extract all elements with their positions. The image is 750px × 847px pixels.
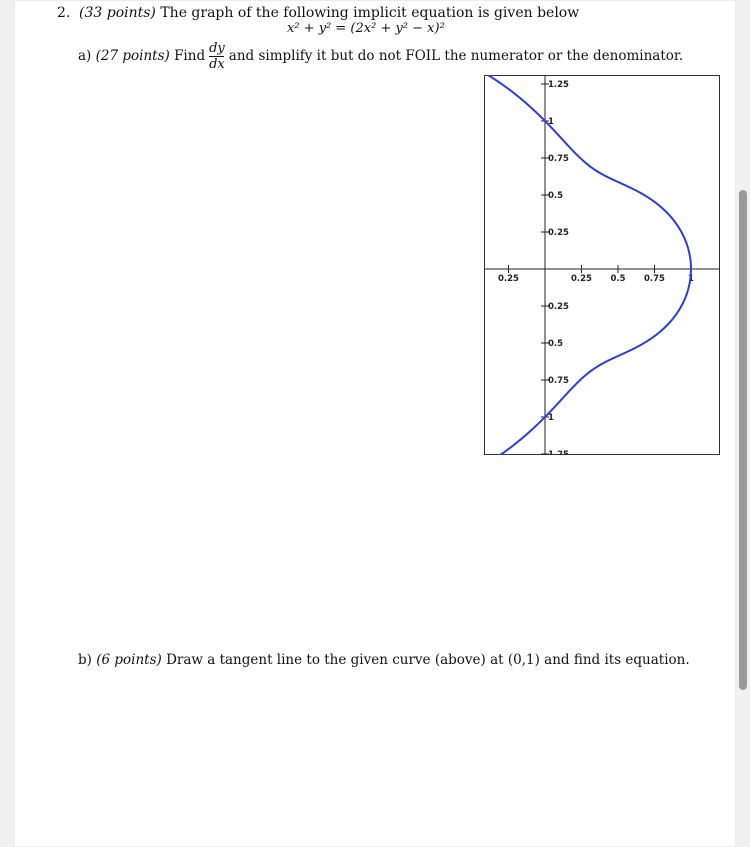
part-b-text: Draw a tangent line to the given curve (above) at (0,1) and find its equation. bbox=[161, 652, 690, 668]
y-tick-label: 1 bbox=[548, 117, 554, 127]
problem-header bbox=[57, 4, 579, 22]
y-tick-label: 0.5 bbox=[548, 339, 564, 349]
graph-svg bbox=[484, 75, 720, 455]
x-tick-label: 0.25 bbox=[571, 274, 592, 284]
x-tick-label: 0.75 bbox=[644, 274, 665, 284]
fraction-denominator: dx bbox=[209, 56, 225, 72]
implicit-equation: x² + y² = (2x² + y² − x)² bbox=[287, 21, 445, 36]
left-margin bbox=[0, 0, 14, 847]
x-tick-label: 0.25 bbox=[498, 274, 519, 284]
y-tick-label: 1 bbox=[548, 413, 554, 423]
part-a-find: Find bbox=[174, 48, 206, 64]
problem-points: (33 points) bbox=[79, 5, 156, 21]
derivative-fraction bbox=[209, 42, 225, 71]
part-b-points: (6 points) bbox=[96, 652, 162, 668]
vertical-scrollbar[interactable] bbox=[739, 190, 747, 690]
y-tick-label: 0.25 bbox=[548, 302, 569, 312]
x-tick-label: 1 bbox=[688, 274, 694, 284]
part-a-prompt bbox=[78, 41, 683, 71]
curve-graph bbox=[484, 75, 720, 455]
y-tick-label: 0.75 bbox=[548, 376, 569, 386]
y-tick-label: 0.75 bbox=[548, 154, 569, 164]
x-tick-label: 0.5 bbox=[610, 274, 626, 284]
part-a-label: a) bbox=[78, 48, 92, 64]
problem-statement: The graph of the following implicit equation is given below bbox=[155, 5, 580, 21]
fraction-numerator: dy bbox=[209, 40, 225, 56]
y-tick-label: 0.5 bbox=[548, 191, 564, 201]
part-a-instruction: and simplify it but do not FOIL the numerator or the denominator. bbox=[228, 48, 684, 64]
problem-number: 2. bbox=[57, 5, 71, 21]
right-margin bbox=[736, 0, 750, 847]
y-tick-label: 1.25 bbox=[548, 450, 569, 455]
part-b-label: b) bbox=[78, 652, 92, 668]
graph-border bbox=[485, 76, 720, 455]
part-a-points: (27 points) bbox=[95, 48, 170, 64]
part-b-prompt bbox=[78, 651, 690, 669]
y-tick-label: 1.25 bbox=[548, 80, 569, 90]
y-tick-label: 0.25 bbox=[548, 228, 569, 238]
